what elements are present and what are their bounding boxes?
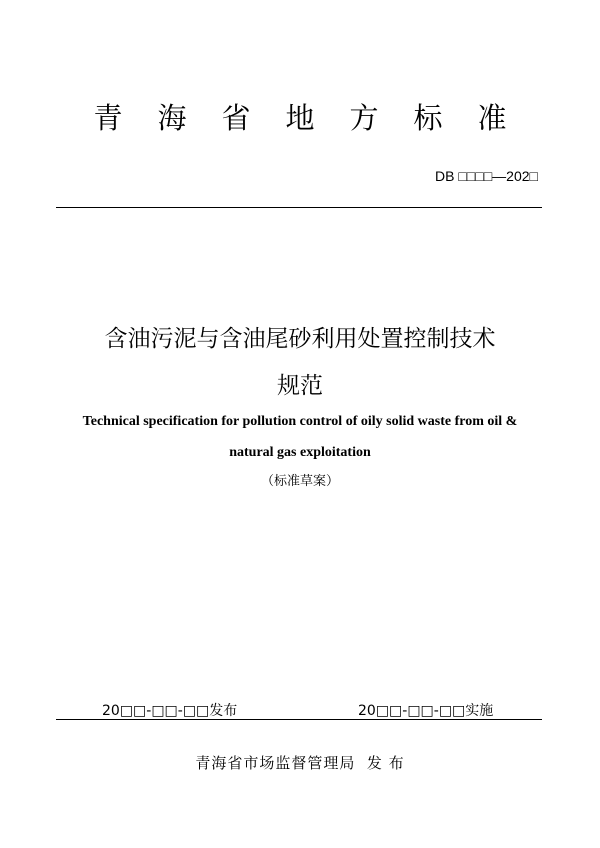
document-title-english-line1: Technical specification for pollution control of oily solid waste from oil & <box>82 414 518 429</box>
implement-date: 20□□-□□-□□实施 <box>358 703 494 719</box>
draft-note: （标准草案） <box>260 474 339 489</box>
page-header-title: 青海省地方标准 <box>93 101 542 135</box>
document-title-chinese-line1: 含油污泥与含油尾砂利用处置控制技术 <box>104 326 496 352</box>
bottom-divider <box>56 719 542 720</box>
document-title-english-line2: natural gas exploitation <box>229 445 371 460</box>
document-title-chinese-line2: 规范 <box>277 373 323 399</box>
standard-number: DB □□□□—202□ <box>435 168 538 184</box>
publisher: 青海省市场监督管理局 发 布 <box>195 754 405 772</box>
publish-date: 20□□-□□-□□发布 <box>102 703 238 719</box>
top-divider <box>56 207 542 208</box>
